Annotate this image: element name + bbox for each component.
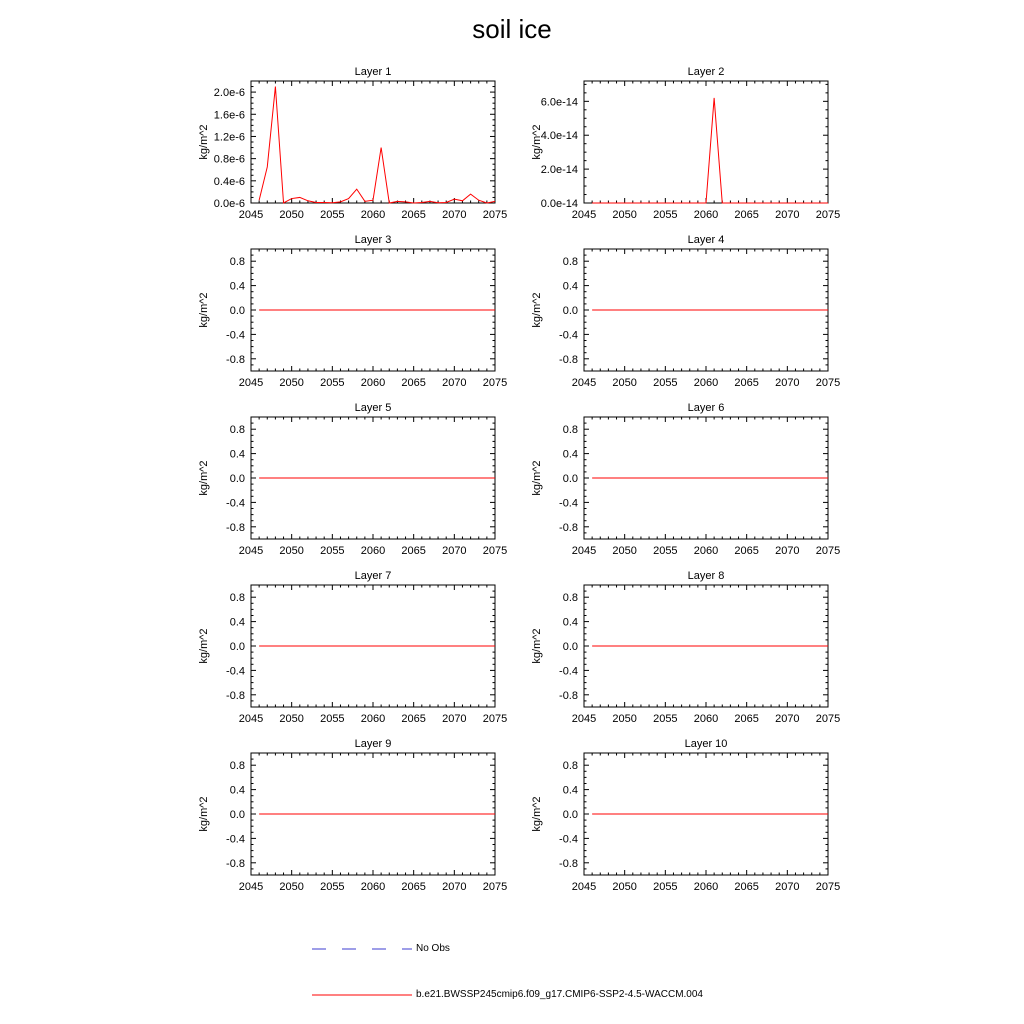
y-tick-label: 4.0e-14 [540,130,578,143]
x-tick-label: 2050 [279,713,304,725]
y-tick-label: -0.8 [559,521,578,534]
panel-title: Layer 2 [687,66,725,78]
x-tick-label: 2055 [653,545,678,557]
y-tick-label: 0.8 [562,592,578,605]
page-title: soil ice [472,14,552,44]
y-tick-label: -0.8 [559,353,578,366]
x-tick-label: 2060 [360,209,386,221]
y-tick-label: 0.0 [562,473,578,485]
y-axis-label: kg/m^2 [198,292,210,328]
x-tick-label: 2065 [401,713,426,725]
y-axis-label: kg/m^2 [531,124,543,160]
x-tick-label: 2070 [442,881,467,893]
y-tick-label: 0.4e-6 [213,175,245,188]
y-tick-label: -0.4 [559,665,578,678]
x-tick-label: 2065 [401,881,426,893]
y-axis-label: kg/m^2 [198,124,210,160]
y-tick-label: 0.4 [229,784,245,797]
y-axis-label: kg/m^2 [531,292,543,328]
y-tick-label: -0.4 [559,497,578,510]
panel-title: Layer 1 [354,66,392,78]
x-tick-label: 2045 [571,545,597,557]
x-tick-label: 2045 [238,545,264,557]
legend-obs-line [310,944,414,954]
x-tick-label: 2055 [320,209,345,221]
x-tick-label: 2060 [693,713,719,725]
y-tick-label: 0.0 [229,305,245,317]
x-tick-label: 2045 [571,713,597,725]
panel-layer-7 [198,570,507,725]
x-tick-label: 2075 [482,881,508,893]
x-tick-label: 2045 [571,209,597,221]
y-tick-label: 0.8 [229,256,245,269]
y-tick-label: -0.4 [226,497,245,510]
y-tick-label: -0.4 [559,833,578,846]
x-tick-label: 2070 [775,377,800,389]
series-line [592,98,828,203]
plot-frame [251,81,495,203]
x-tick-label: 2070 [442,713,467,725]
x-tick-label: 2060 [693,209,719,221]
y-tick-label: -0.8 [226,353,245,366]
x-tick-label: 2050 [612,545,637,557]
y-tick-label: 0.4 [562,280,578,293]
y-axis-label: kg/m^2 [531,796,543,832]
x-tick-label: 2060 [693,377,719,389]
panel-title: Layer 3 [354,234,392,246]
panel-title: Layer 5 [354,402,392,414]
y-axis-label: kg/m^2 [531,628,543,664]
x-tick-label: 2045 [238,713,264,725]
y-tick-label: 0.4 [562,616,578,629]
x-tick-label: 2055 [320,377,345,389]
y-tick-label: -0.4 [559,329,578,342]
panel-title: Layer 8 [687,570,725,582]
x-tick-label: 2075 [482,377,508,389]
y-tick-label: 0.4 [562,784,578,797]
x-tick-label: 2070 [442,209,467,221]
x-tick-label: 2055 [653,713,678,725]
y-tick-label: 0.8 [229,424,245,437]
y-tick-label: 0.0e-6 [213,198,245,210]
x-tick-label: 2070 [442,545,467,557]
x-tick-label: 2065 [734,545,759,557]
x-tick-label: 2075 [482,545,508,557]
x-tick-label: 2050 [612,209,637,221]
x-tick-label: 2050 [612,377,637,389]
plot-frame [584,81,828,203]
x-tick-label: 2065 [401,377,426,389]
y-tick-label: 0.0 [229,473,245,485]
x-tick-label: 2050 [279,545,304,557]
panel-layer-8 [531,570,840,725]
x-tick-label: 2065 [734,209,759,221]
y-tick-label: 0.8 [562,760,578,773]
y-tick-label: 1.2e-6 [213,131,245,144]
panel-layer-6 [531,402,840,557]
x-tick-label: 2055 [320,713,345,725]
legend-model-label: b.e21.BWSSP245cmip6.f09_g17.CMIP6-SSP2-4.5-WACCM.004 [416,989,703,1000]
x-tick-label: 2045 [238,881,264,893]
panel-layer-4 [531,234,840,389]
x-tick-label: 2070 [775,209,800,221]
y-tick-label: -0.4 [226,665,245,678]
y-tick-label: 1.6e-6 [213,109,245,122]
panel-layer-9 [198,738,507,893]
panel-title: Layer 7 [354,570,392,582]
x-tick-label: 2055 [320,545,345,557]
y-tick-label: -0.4 [226,329,245,342]
y-tick-label: 2.0e-14 [540,164,578,177]
x-tick-label: 2055 [653,377,678,389]
x-tick-label: 2050 [279,377,304,389]
x-tick-label: 2075 [482,209,508,221]
x-tick-label: 2065 [401,545,426,557]
y-tick-label: -0.8 [226,689,245,702]
y-tick-label: 0.4 [229,280,245,293]
y-tick-label: 0.0 [229,809,245,821]
y-axis-label: kg/m^2 [198,628,210,664]
y-tick-label: 0.0 [229,641,245,653]
x-tick-label: 2060 [693,881,719,893]
x-tick-label: 2055 [653,209,678,221]
panel-layer-10 [531,738,840,893]
y-tick-label: 2.0e-6 [213,87,245,100]
y-tick-label: 0.0 [562,641,578,653]
y-tick-label: -0.8 [226,857,245,870]
x-tick-label: 2065 [734,881,759,893]
x-tick-label: 2060 [693,545,719,557]
y-tick-label: 0.0 [562,809,578,821]
y-axis-label: kg/m^2 [198,796,210,832]
legend-model-line [310,990,414,1000]
x-tick-label: 2075 [482,713,508,725]
x-tick-label: 2055 [320,881,345,893]
x-tick-label: 2075 [815,377,841,389]
x-tick-label: 2060 [360,713,386,725]
panel-layer-5 [198,402,507,557]
series-line [259,87,495,203]
panel-title: Layer 4 [687,234,725,246]
y-tick-label: -0.4 [226,833,245,846]
y-tick-label: 0.8 [562,424,578,437]
x-tick-label: 2060 [360,377,386,389]
x-tick-label: 2065 [734,377,759,389]
x-tick-label: 2045 [571,377,597,389]
x-tick-label: 2075 [815,881,841,893]
y-axis-label: kg/m^2 [531,460,543,496]
x-tick-label: 2070 [775,713,800,725]
x-tick-label: 2050 [612,713,637,725]
y-tick-label: 0.8 [229,760,245,773]
y-axis-label: kg/m^2 [198,460,210,496]
y-tick-label: 0.4 [562,448,578,461]
panel-title: Layer 10 [684,738,728,750]
x-tick-label: 2070 [442,377,467,389]
panel-title: Layer 9 [354,738,392,750]
x-tick-label: 2060 [360,545,386,557]
x-tick-label: 2055 [653,881,678,893]
y-tick-label: 0.0e-14 [540,198,578,210]
y-tick-label: -0.8 [226,521,245,534]
x-tick-label: 2050 [612,881,637,893]
panel-layer-2 [531,66,840,221]
x-tick-label: 2045 [238,209,264,221]
x-tick-label: 2065 [734,713,759,725]
y-tick-label: 6.0e-14 [540,96,578,109]
x-tick-label: 2045 [238,377,264,389]
y-tick-label: 0.8 [562,256,578,269]
panel-layer-3 [198,234,507,389]
x-tick-label: 2050 [279,209,304,221]
x-tick-label: 2050 [279,881,304,893]
y-tick-label: 0.4 [229,616,245,629]
panel-layer-1 [198,66,507,221]
x-tick-label: 2070 [775,881,800,893]
x-tick-label: 2065 [401,209,426,221]
panel-title: Layer 6 [687,402,725,414]
x-tick-label: 2060 [360,881,386,893]
x-tick-label: 2075 [815,209,841,221]
y-tick-label: 0.4 [229,448,245,461]
y-tick-label: -0.8 [559,689,578,702]
x-tick-label: 2045 [571,881,597,893]
y-tick-label: 0.8e-6 [213,153,245,166]
y-tick-label: 0.0 [562,305,578,317]
legend-obs-label: No Obs [416,943,450,954]
x-tick-label: 2075 [815,713,841,725]
x-tick-label: 2070 [775,545,800,557]
y-tick-label: 0.8 [229,592,245,605]
y-tick-label: -0.8 [559,857,578,870]
x-tick-label: 2075 [815,545,841,557]
